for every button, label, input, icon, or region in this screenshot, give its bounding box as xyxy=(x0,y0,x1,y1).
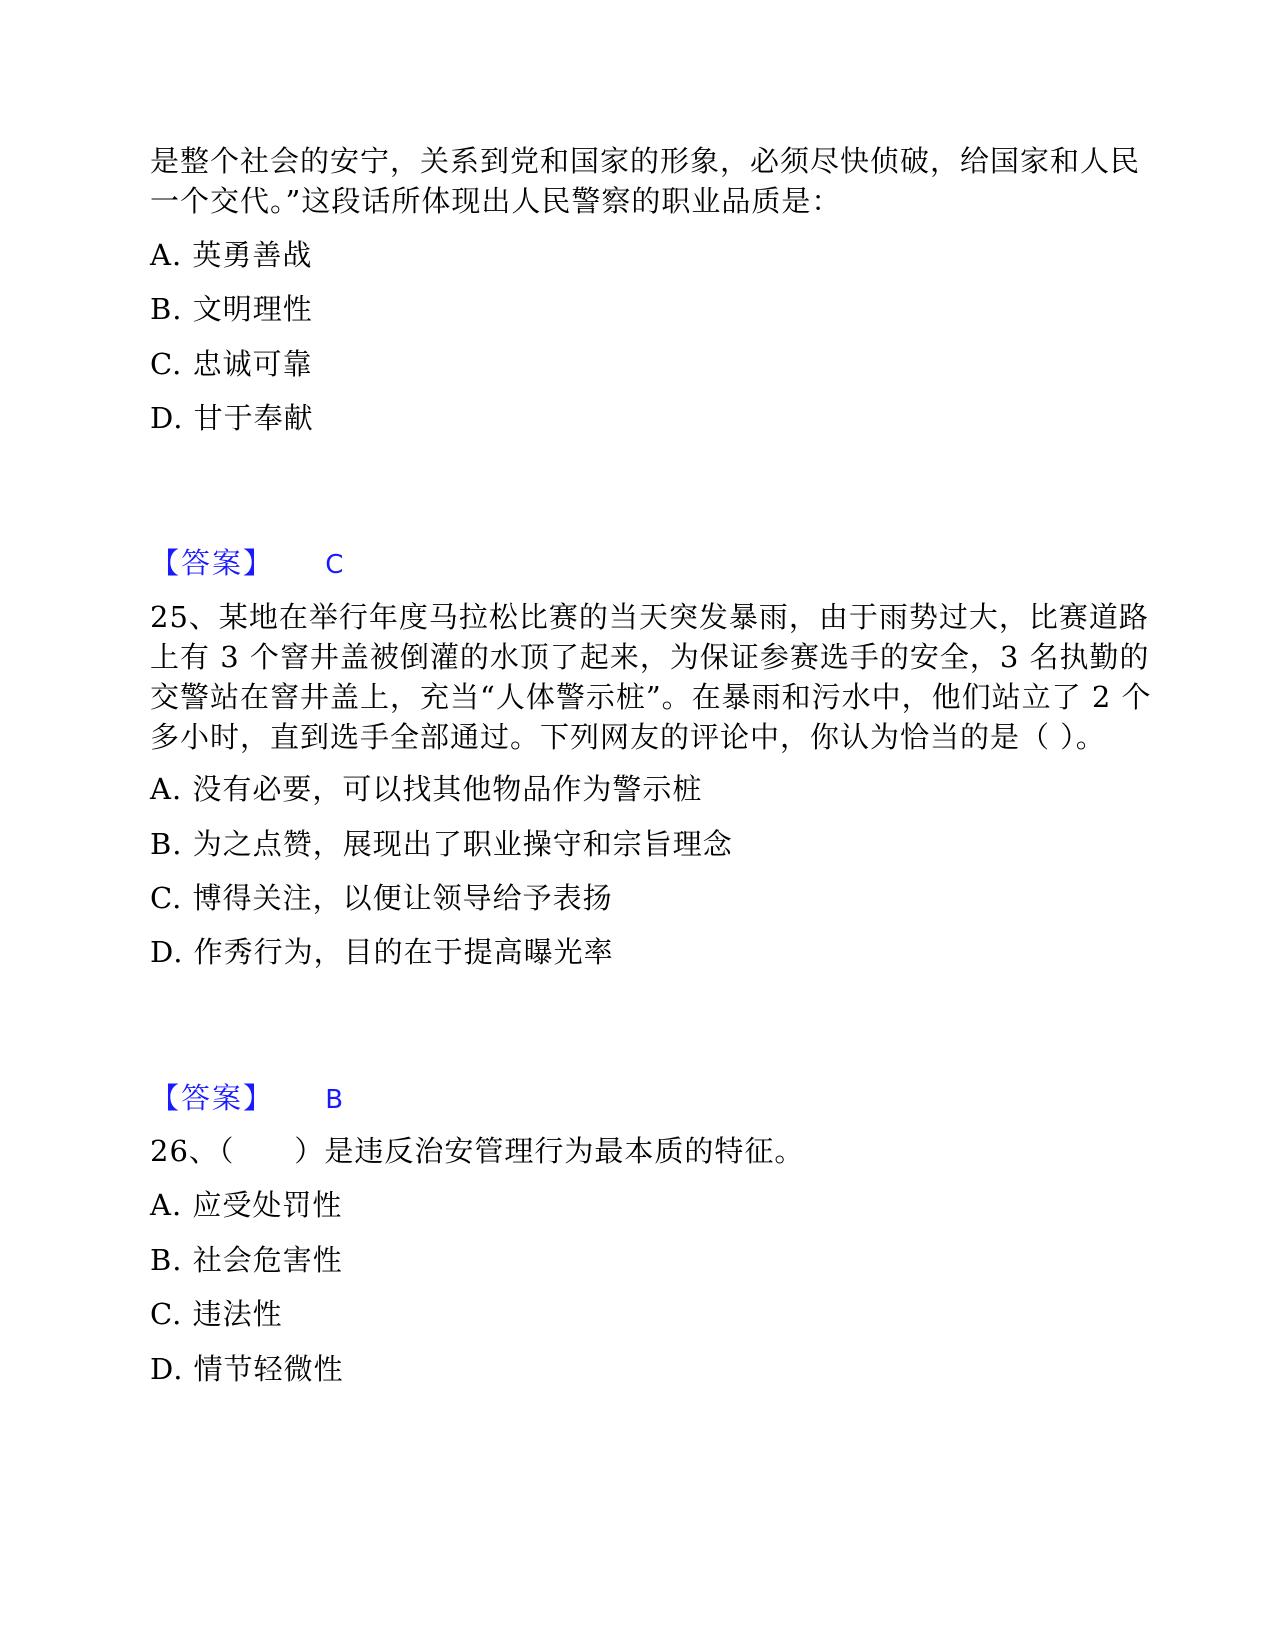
question-25-stem-line-1: 25、某地在举行年度马拉松比赛的当天突发暴雨，由于雨势过大，比赛道路 xyxy=(150,600,1149,634)
question-25-option-a: A. 没有必要，可以找其他物品作为警示桩 xyxy=(150,772,703,806)
question-25-option-c: C. 博得关注，以便让领导给予表扬 xyxy=(150,881,613,915)
answer-value: B xyxy=(325,1085,344,1115)
question-25-stem-line-3: 交警站在窨井盖上，充当“人体警示桩”。在暴雨和污水中，他们站立了 2 个 xyxy=(150,680,1152,714)
question-26-option-c: C. 违法性 xyxy=(150,1297,283,1331)
question-24-option-a: A. 英勇善战 xyxy=(150,238,313,272)
question-24-answer-row xyxy=(150,542,343,586)
question-26-option-d: D. 情节轻微性 xyxy=(150,1352,344,1386)
question-24-stem-line-1: 是整个社会的安宁，关系到党和国家的形象，必须尽快侦破，给国家和人民 xyxy=(150,144,1141,178)
question-24-stem-line-2: 一个交代。”这段话所体现出人民警察的职业品质是： xyxy=(150,184,842,218)
answer-label: 【答案】 xyxy=(150,546,275,580)
question-26-stem-line-1: 26、（ ）是违反治安管理行为最本质的特征。 xyxy=(150,1134,805,1168)
question-25-option-b: B. 为之点赞，展现出了职业操守和宗旨理念 xyxy=(150,827,733,861)
question-26-option-a: A. 应受处罚性 xyxy=(150,1188,343,1222)
question-25-answer-row xyxy=(150,1077,343,1121)
question-24-option-b: B. 文明理性 xyxy=(150,292,313,326)
question-24-option-d: D. 甘于奉献 xyxy=(150,401,314,435)
question-26-option-b: B. 社会危害性 xyxy=(150,1243,343,1277)
answer-label: 【答案】 xyxy=(150,1081,275,1115)
question-24-option-c: C. 忠诚可靠 xyxy=(150,347,313,381)
answer-value: C xyxy=(325,550,344,580)
question-25-stem-line-4: 多小时，直到选手全部通过。下列网友的评论中，你认为恰当的是（ ）。 xyxy=(150,720,1106,754)
question-25-option-d: D. 作秀行为，目的在于提高曝光率 xyxy=(150,935,614,969)
question-25-stem-line-2: 上有 3 个窨井盖被倒灌的水顶了起来，为保证参赛选手的安全，3 名执勤的 xyxy=(150,640,1150,674)
